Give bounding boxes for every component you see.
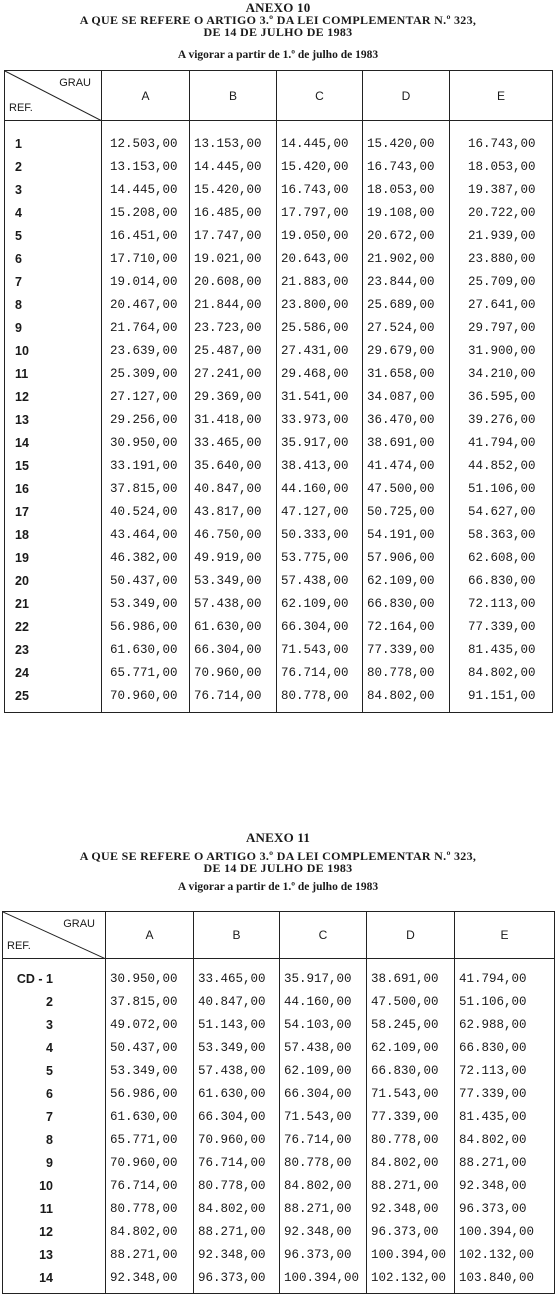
- salary-value: 33.465,00: [194, 436, 262, 450]
- salary-value: 91.151,00: [468, 689, 536, 703]
- salary-value: 31.658,00: [367, 367, 435, 381]
- salary-value: 16.743,00: [468, 137, 536, 151]
- salary-value: 20.722,00: [468, 206, 536, 220]
- salary-value: 96.373,00: [284, 1248, 352, 1262]
- salary-value: 15.420,00: [194, 183, 262, 197]
- col-header-a: A: [106, 912, 194, 959]
- salary-value: 20.608,00: [194, 275, 262, 289]
- salary-value: 36.470,00: [367, 413, 435, 427]
- salary-value: 56.986,00: [110, 620, 178, 634]
- ref-number: 12: [15, 390, 29, 404]
- col-header-c: C: [277, 71, 363, 121]
- grade-a-column: [102, 121, 190, 713]
- salary-value: 61.630,00: [110, 643, 178, 657]
- ref-number: 17: [15, 505, 29, 519]
- salary-value: 23.723,00: [194, 321, 262, 335]
- salary-value: 16.743,00: [367, 160, 435, 174]
- ref-number: 2: [15, 160, 22, 174]
- ref-number: 8: [46, 1133, 53, 1147]
- grade-a-column: [106, 959, 194, 1294]
- salary-value: 56.986,00: [110, 1087, 178, 1101]
- salary-value: 25.487,00: [194, 344, 262, 358]
- salary-value: 61.630,00: [198, 1087, 266, 1101]
- salary-value: 50.437,00: [110, 574, 178, 588]
- salary-value: 21.844,00: [194, 298, 262, 312]
- salary-value: 92.348,00: [284, 1225, 352, 1239]
- grade-b-column: [190, 121, 277, 713]
- annex11-body: [3, 959, 555, 1294]
- salary-value: 66.830,00: [371, 1064, 439, 1078]
- salary-value: 43.817,00: [194, 505, 262, 519]
- col-header-e: E: [450, 71, 553, 121]
- salary-value: 92.348,00: [459, 1179, 527, 1193]
- ref-column: [5, 121, 102, 713]
- salary-value: 35.640,00: [194, 459, 262, 473]
- annex11-header-row: [3, 912, 555, 959]
- salary-value: 72.113,00: [468, 597, 536, 611]
- salary-value: 100.394,00: [459, 1225, 535, 1239]
- salary-value: 27.524,00: [367, 321, 435, 335]
- salary-value: 38.413,00: [281, 459, 349, 473]
- salary-value: 57.438,00: [198, 1064, 266, 1078]
- salary-value: 33.191,00: [110, 459, 178, 473]
- salary-value: 61.630,00: [110, 1110, 178, 1124]
- salary-value: 12.503,00: [110, 137, 178, 151]
- salary-value: 81.435,00: [468, 643, 536, 657]
- salary-value: 84.802,00: [198, 1202, 266, 1216]
- salary-value: 46.382,00: [110, 551, 178, 565]
- salary-value: 37.815,00: [110, 482, 178, 496]
- salary-value: 43.464,00: [110, 528, 178, 542]
- salary-value: 76.714,00: [284, 1133, 352, 1147]
- salary-value: 71.543,00: [281, 643, 349, 657]
- salary-value: 92.348,00: [198, 1248, 266, 1262]
- ref-number: 25: [15, 689, 29, 703]
- salary-value: 49.919,00: [194, 551, 262, 565]
- annex10-effective-date: A vigorar a partir de 1.º de julho de 1983: [177, 49, 379, 61]
- salary-value: 71.543,00: [371, 1087, 439, 1101]
- salary-value: 84.802,00: [110, 1225, 178, 1239]
- salary-value: 58.363,00: [468, 528, 536, 542]
- annex11-subtitle-line2: DE 14 DE JULHO DE 1983: [203, 861, 353, 875]
- ref-number: 20: [15, 574, 29, 588]
- ref-number: 4: [46, 1041, 53, 1055]
- grade-c-column: [277, 121, 363, 713]
- salary-value: 40.847,00: [194, 482, 262, 496]
- salary-value: 36.595,00: [468, 390, 536, 404]
- salary-value: 19.021,00: [194, 252, 262, 266]
- salary-value: 47.500,00: [367, 482, 435, 496]
- salary-value: 16.451,00: [110, 229, 178, 243]
- salary-value: 50.725,00: [367, 505, 435, 519]
- salary-value: 16.743,00: [281, 183, 349, 197]
- annex10-title: ANEXO 10: [245, 0, 311, 15]
- salary-value: 13.153,00: [194, 137, 262, 151]
- salary-value: 21.939,00: [468, 229, 536, 243]
- annex10-header-row: [5, 71, 553, 121]
- ref-number: 9: [46, 1156, 53, 1170]
- salary-value: 25.309,00: [110, 367, 178, 381]
- salary-value: 76.714,00: [281, 666, 349, 680]
- salary-value: 19.050,00: [281, 229, 349, 243]
- ref-number: 8: [15, 298, 22, 312]
- salary-value: 66.304,00: [198, 1110, 266, 1124]
- salary-value: 88.271,00: [284, 1202, 352, 1216]
- salary-value: 25.586,00: [281, 321, 349, 335]
- salary-value: 20.467,00: [110, 298, 178, 312]
- annex11-title: ANEXO 11: [245, 830, 311, 845]
- salary-value: 57.906,00: [367, 551, 435, 565]
- salary-value: 62.608,00: [468, 551, 536, 565]
- salary-value: 53.349,00: [110, 597, 178, 611]
- salary-value: 77.339,00: [468, 620, 536, 634]
- salary-value: 76.714,00: [198, 1156, 266, 1170]
- salary-value: 96.373,00: [459, 1202, 527, 1216]
- salary-value: 51.143,00: [198, 1018, 266, 1032]
- ref-number: 22: [15, 620, 29, 634]
- salary-value: 84.802,00: [468, 666, 536, 680]
- salary-value: 77.339,00: [459, 1087, 527, 1101]
- ref-number: 10: [39, 1179, 53, 1193]
- ref-number: 2: [46, 995, 53, 1009]
- salary-value: 17.747,00: [194, 229, 262, 243]
- col-header-d: D: [367, 912, 455, 959]
- salary-value: 23.844,00: [367, 275, 435, 289]
- salary-value: 50.333,00: [281, 528, 349, 542]
- salary-value: 35.917,00: [281, 436, 349, 450]
- salary-value: 31.900,00: [468, 344, 536, 358]
- salary-value: 34.210,00: [468, 367, 536, 381]
- salary-value: 54.191,00: [367, 528, 435, 542]
- salary-value: 50.437,00: [110, 1041, 178, 1055]
- salary-value: 54.627,00: [468, 505, 536, 519]
- salary-value: 47.127,00: [281, 505, 349, 519]
- ref-number: 18: [15, 528, 29, 542]
- salary-value: 37.815,00: [110, 995, 178, 1009]
- grau-label: GRAU: [63, 918, 95, 930]
- salary-value: 72.164,00: [367, 620, 435, 634]
- salary-value: 100.394,00: [371, 1248, 447, 1262]
- salary-value: 51.106,00: [468, 482, 536, 496]
- salary-value: 54.103,00: [284, 1018, 352, 1032]
- salary-value: 102.132,00: [371, 1271, 447, 1285]
- salary-value: 80.778,00: [281, 689, 349, 703]
- salary-value: 33.465,00: [198, 972, 266, 986]
- ref-number: 6: [46, 1087, 53, 1101]
- salary-value: 19.108,00: [367, 206, 435, 220]
- salary-value: 27.127,00: [110, 390, 178, 404]
- ref-number: 13: [15, 413, 29, 427]
- salary-value: 57.438,00: [194, 597, 262, 611]
- salary-value: 18.053,00: [367, 183, 435, 197]
- ref-number: 13: [39, 1248, 53, 1262]
- annex10-subtitle-line1: A QUE SE REFERE O ARTIGO 3.º DA LEI COMPLEMENTAR N.º 323,: [79, 13, 477, 27]
- salary-value: 23.639,00: [110, 344, 178, 358]
- salary-value: 44.852,00: [468, 459, 536, 473]
- annex11-subtitle-line1: A QUE SE REFERE O ARTIGO 3.º DA LEI COMPLEMENTAR N.º 323,: [79, 849, 477, 863]
- annex10-table: [4, 70, 553, 713]
- salary-value: 84.802,00: [459, 1133, 527, 1147]
- grade-d-column: [363, 121, 450, 713]
- salary-value: 21.883,00: [281, 275, 349, 289]
- salary-value: 31.541,00: [281, 390, 349, 404]
- salary-value: 77.339,00: [371, 1110, 439, 1124]
- salary-value: 19.014,00: [110, 275, 178, 289]
- salary-value: 27.431,00: [281, 344, 349, 358]
- ref-number: 16: [15, 482, 29, 496]
- grade-b-column: [194, 959, 280, 1294]
- salary-value: 38.691,00: [367, 436, 435, 450]
- salary-value: 15.208,00: [110, 206, 178, 220]
- salary-value: 66.304,00: [284, 1087, 352, 1101]
- salary-value: 17.797,00: [281, 206, 349, 220]
- salary-value: 61.630,00: [194, 620, 262, 634]
- salary-value: 35.917,00: [284, 972, 352, 986]
- salary-value: 41.794,00: [468, 436, 536, 450]
- salary-value: 17.710,00: [110, 252, 178, 266]
- salary-value: 16.485,00: [194, 206, 262, 220]
- salary-value: 47.500,00: [371, 995, 439, 1009]
- salary-value: 62.109,00: [281, 597, 349, 611]
- ref-number: 3: [15, 183, 22, 197]
- annex10-subtitle-line2: DE 14 DE JULHO DE 1983: [203, 25, 353, 39]
- grade-d-column: [367, 959, 455, 1294]
- ref-number: 1: [15, 137, 22, 151]
- salary-value: 15.420,00: [281, 160, 349, 174]
- salary-value: 53.349,00: [194, 574, 262, 588]
- ref-number: 15: [15, 459, 29, 473]
- ref-number: 5: [46, 1064, 53, 1078]
- ref-number: 23: [15, 643, 29, 657]
- salary-value: 81.435,00: [459, 1110, 527, 1124]
- ref-number: 4: [15, 206, 22, 220]
- salary-value: 103.840,00: [459, 1271, 535, 1285]
- salary-value: 62.988,00: [459, 1018, 527, 1032]
- salary-value: 38.691,00: [371, 972, 439, 986]
- salary-value: 70.960,00: [198, 1133, 266, 1147]
- salary-value: 57.438,00: [284, 1041, 352, 1055]
- salary-value: 80.778,00: [110, 1202, 178, 1216]
- salary-value: 44.160,00: [281, 482, 349, 496]
- grade-e-column: [455, 959, 555, 1294]
- salary-value: 66.830,00: [367, 597, 435, 611]
- salary-value: 84.802,00: [284, 1179, 352, 1193]
- salary-value: 62.109,00: [284, 1064, 352, 1078]
- salary-value: 62.109,00: [367, 574, 435, 588]
- salary-value: 29.369,00: [194, 390, 262, 404]
- salary-value: 21.764,00: [110, 321, 178, 335]
- ref-label: REF.: [9, 102, 33, 114]
- annex11-effective-date: A vigorar a partir de 1.º de julho de 1983: [177, 881, 379, 893]
- salary-value: 66.304,00: [281, 620, 349, 634]
- salary-value: 72.113,00: [459, 1064, 527, 1078]
- salary-value: 49.072,00: [110, 1018, 178, 1032]
- salary-value: 70.960,00: [110, 1156, 178, 1170]
- ref-number: 3: [46, 1018, 53, 1032]
- salary-value: 96.373,00: [371, 1225, 439, 1239]
- salary-value: 27.641,00: [468, 298, 536, 312]
- salary-value: 102.132,00: [459, 1248, 535, 1262]
- salary-value: 53.349,00: [198, 1041, 266, 1055]
- salary-value: 77.339,00: [367, 643, 435, 657]
- salary-value: 30.950,00: [110, 436, 178, 450]
- col-header-e: E: [455, 912, 555, 959]
- salary-value: 92.348,00: [371, 1202, 439, 1216]
- ref-number: 7: [15, 275, 22, 289]
- salary-value: 76.714,00: [110, 1179, 178, 1193]
- salary-value: 13.153,00: [110, 160, 178, 174]
- col-header-b: B: [190, 71, 277, 121]
- ref-number: 10: [15, 344, 29, 358]
- salary-value: 15.420,00: [367, 137, 435, 151]
- salary-value: 92.348,00: [110, 1271, 178, 1285]
- salary-value: 88.271,00: [110, 1248, 178, 1262]
- salary-value: 65.771,00: [110, 666, 178, 680]
- salary-value: 23.880,00: [468, 252, 536, 266]
- ref-number: 11: [39, 1202, 53, 1216]
- salary-value: 46.750,00: [194, 528, 262, 542]
- salary-value: 20.672,00: [367, 229, 435, 243]
- annex10-corner-cell: [5, 71, 102, 121]
- ref-column: [3, 959, 106, 1294]
- salary-value: 66.304,00: [194, 643, 262, 657]
- salary-value: 25.709,00: [468, 275, 536, 289]
- salary-value: 66.830,00: [468, 574, 536, 588]
- salary-value: 29.256,00: [110, 413, 178, 427]
- grade-e-column: [450, 121, 553, 713]
- salary-value: 76.714,00: [194, 689, 262, 703]
- salary-value: 14.445,00: [194, 160, 262, 174]
- salary-value: 57.438,00: [281, 574, 349, 588]
- ref-number: 5: [15, 229, 22, 243]
- salary-value: 41.794,00: [459, 972, 527, 986]
- salary-value: 53.349,00: [110, 1064, 178, 1078]
- salary-value: 65.771,00: [110, 1133, 178, 1147]
- ref-label: REF.: [7, 940, 31, 952]
- col-header-c: C: [280, 912, 367, 959]
- salary-value: 30.950,00: [110, 972, 178, 986]
- salary-value: 14.445,00: [281, 137, 349, 151]
- salary-value: 58.245,00: [371, 1018, 439, 1032]
- annex11-table: [2, 911, 555, 1294]
- salary-value: 88.271,00: [198, 1225, 266, 1239]
- salary-value: 40.524,00: [110, 505, 178, 519]
- salary-value: 84.802,00: [371, 1156, 439, 1170]
- salary-value: 71.543,00: [284, 1110, 352, 1124]
- salary-value: 23.800,00: [281, 298, 349, 312]
- salary-value: 19.387,00: [468, 183, 536, 197]
- salary-value: 40.847,00: [198, 995, 266, 1009]
- ref-number: 12: [39, 1225, 53, 1239]
- salary-value: 88.271,00: [371, 1179, 439, 1193]
- ref-number: 19: [15, 551, 29, 565]
- salary-value: 62.109,00: [371, 1041, 439, 1055]
- ref-number: 21: [15, 597, 29, 611]
- salary-value: 41.474,00: [367, 459, 435, 473]
- ref-number: CD - 1: [16, 972, 53, 986]
- salary-value: 70.960,00: [110, 689, 178, 703]
- salary-value: 80.778,00: [367, 666, 435, 680]
- ref-number: 7: [46, 1110, 53, 1124]
- salary-value: 33.973,00: [281, 413, 349, 427]
- salary-value: 80.778,00: [198, 1179, 266, 1193]
- salary-value: 80.778,00: [371, 1133, 439, 1147]
- salary-value: 80.778,00: [284, 1156, 352, 1170]
- salary-value: 53.775,00: [281, 551, 349, 565]
- salary-value: 66.830,00: [459, 1041, 527, 1055]
- grau-label: GRAU: [59, 77, 91, 89]
- salary-value: 25.689,00: [367, 298, 435, 312]
- salary-value: 18.053,00: [468, 160, 536, 174]
- salary-value: 84.802,00: [367, 689, 435, 703]
- salary-value: 34.087,00: [367, 390, 435, 404]
- salary-value: 51.106,00: [459, 995, 527, 1009]
- ref-number: 6: [15, 252, 22, 266]
- col-header-b: B: [194, 912, 280, 959]
- col-header-d: D: [363, 71, 450, 121]
- salary-value: 31.418,00: [194, 413, 262, 427]
- salary-value: 88.271,00: [459, 1156, 527, 1170]
- salary-value: 100.394,00: [284, 1271, 360, 1285]
- salary-value: 21.902,00: [367, 252, 435, 266]
- salary-value: 39.276,00: [468, 413, 536, 427]
- salary-value: 44.160,00: [284, 995, 352, 1009]
- col-header-a: A: [102, 71, 190, 121]
- ref-number: 9: [15, 321, 22, 335]
- salary-value: 96.373,00: [198, 1271, 266, 1285]
- annex11-corner-cell: [3, 912, 106, 959]
- salary-value: 27.241,00: [194, 367, 262, 381]
- salary-value: 29.797,00: [468, 321, 536, 335]
- ref-number: 14: [39, 1271, 53, 1285]
- ref-number: 11: [15, 367, 29, 381]
- grade-c-column: [280, 959, 367, 1294]
- salary-value: 70.960,00: [194, 666, 262, 680]
- salary-value: 20.643,00: [281, 252, 349, 266]
- salary-value: 14.445,00: [110, 183, 178, 197]
- ref-number: 14: [15, 436, 29, 450]
- salary-value: 29.679,00: [367, 344, 435, 358]
- annex10-body: [5, 121, 553, 713]
- ref-number: 24: [15, 666, 29, 680]
- salary-value: 29.468,00: [281, 367, 349, 381]
